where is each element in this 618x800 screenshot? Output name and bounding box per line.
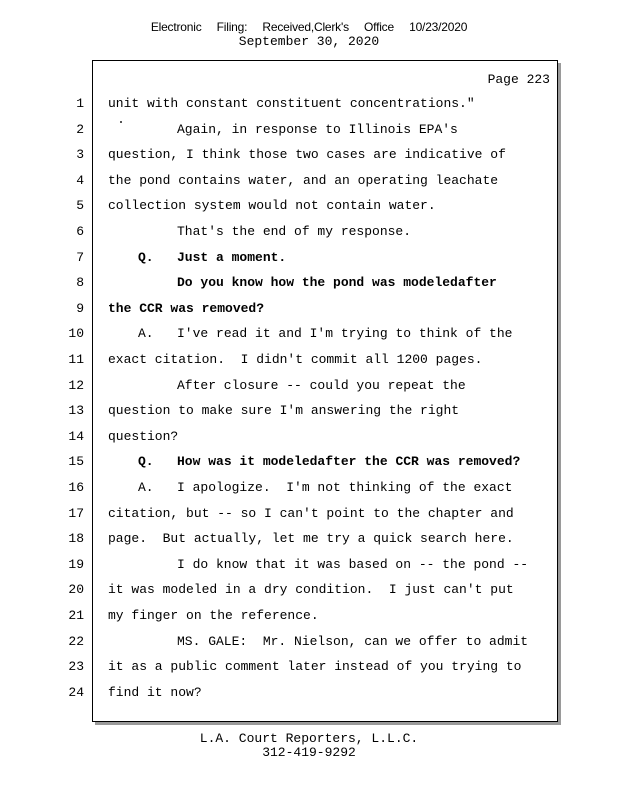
line-number: 17 <box>68 505 84 521</box>
line-number: 8 <box>76 275 84 291</box>
line-text: page. But actually, let me try a quick search here. <box>108 531 514 547</box>
line-number: 4 <box>76 172 84 188</box>
transcript-line <box>0 454 618 474</box>
line-text: That's the end of my response. <box>177 224 412 239</box>
line-number: 2 <box>76 121 84 137</box>
line-text: unit with constant constituent concentrations." <box>108 96 475 111</box>
line-number: 12 <box>68 377 84 393</box>
line-number: 22 <box>68 633 84 649</box>
line-number: 7 <box>76 249 84 265</box>
transcript-date: September 30, 2020 <box>238 34 380 49</box>
filing-stamp-electronic: Electronic <box>150 20 202 34</box>
line-number: 6 <box>76 224 84 239</box>
line-text: Do you know how the pond was modeledafter <box>177 275 497 291</box>
page-number: Page 223 <box>487 72 550 87</box>
filing-stamp-received: Received,Clerk's <box>262 20 349 34</box>
transcript-line <box>0 173 618 193</box>
line-text: question, I think those two cases are indicative of <box>108 147 506 163</box>
line-text: A. I apologize. I'm not thinking of the exact <box>138 480 513 495</box>
line-number: 13 <box>68 403 84 419</box>
line-number: 18 <box>68 531 84 547</box>
transcript-line <box>0 352 618 372</box>
line-text: citation, but -- so I can't point to the chapter and <box>108 505 514 521</box>
line-number: 5 <box>76 198 84 214</box>
line-text: collection system would not contain water. <box>108 198 436 214</box>
line-text: the pond contains water, and an operating leachate <box>108 172 499 188</box>
transcript-line <box>0 275 618 295</box>
line-number: 19 <box>68 556 84 572</box>
filing-stamp-date: 10/23/2020 <box>409 20 468 34</box>
line-number: 15 <box>68 454 84 470</box>
line-number: 9 <box>76 300 84 316</box>
transcript-line <box>0 403 618 423</box>
line-number: 24 <box>68 684 84 700</box>
line-number: 16 <box>68 480 84 495</box>
transcript-line <box>0 96 618 116</box>
filing-stamp <box>0 20 618 34</box>
line-text: MS. GALE: Mr. Nielson, can we offer to admit <box>177 633 529 649</box>
filing-stamp-filing: Filing: <box>216 20 248 34</box>
line-number: 10 <box>68 326 84 342</box>
transcript-line <box>0 198 618 218</box>
reporter-phone: 312-419-9292 <box>262 745 356 760</box>
line-number: 21 <box>68 608 84 623</box>
line-text: the CCR was removed? <box>108 300 265 316</box>
line-text: it was modeled in a dry condition. I just can't put <box>108 582 514 598</box>
line-text: question to make sure I'm answering the right <box>108 403 460 419</box>
transcript-line <box>0 429 618 449</box>
transcript-line <box>0 582 618 602</box>
line-text: Q. Just a moment. <box>138 249 287 265</box>
line-text: it as a public comment later instead of you trying to <box>108 659 522 675</box>
line-text: After closure -- could you repeat the <box>177 377 466 393</box>
line-text: Again, in response to Illinois EPA's <box>177 121 458 137</box>
line-text: exact citation. I didn't commit all 1200 pages. <box>108 352 483 367</box>
transcript-line <box>0 224 618 244</box>
line-text: my finger on the reference. <box>108 608 319 623</box>
line-number: 1 <box>76 96 84 111</box>
transcript-line <box>0 326 618 346</box>
transcript-line <box>0 608 618 628</box>
transcript-line <box>0 506 618 526</box>
line-text: I do know that it was based on -- the pond -- <box>177 556 529 572</box>
line-number: 14 <box>68 428 84 444</box>
reporter-footer <box>0 732 618 760</box>
line-number: 3 <box>76 147 84 163</box>
transcript-line <box>0 685 618 705</box>
line-number: 11 <box>68 352 84 367</box>
transcript-line <box>0 147 618 167</box>
transcript-line <box>0 634 618 654</box>
transcript-line <box>0 250 618 270</box>
transcript-line <box>0 531 618 551</box>
reporter-company: L.A. Court Reporters, L.L.C. <box>199 731 419 746</box>
transcript-line <box>0 378 618 398</box>
line-text: question? <box>108 428 179 444</box>
transcript-line <box>0 557 618 577</box>
transcript-line <box>0 301 618 321</box>
transcript-line <box>0 659 618 679</box>
line-text: A. I've read it and I'm trying to think of the <box>138 326 513 342</box>
line-number: 23 <box>68 659 84 675</box>
line-text: Q. How was it modeledafter the CCR was removed? <box>138 454 521 470</box>
line-number: 20 <box>68 582 84 598</box>
filing-stamp-office: Office <box>364 20 394 34</box>
line-text: find it now? <box>108 684 202 700</box>
transcript-line <box>0 122 618 142</box>
transcript-line <box>0 480 618 500</box>
